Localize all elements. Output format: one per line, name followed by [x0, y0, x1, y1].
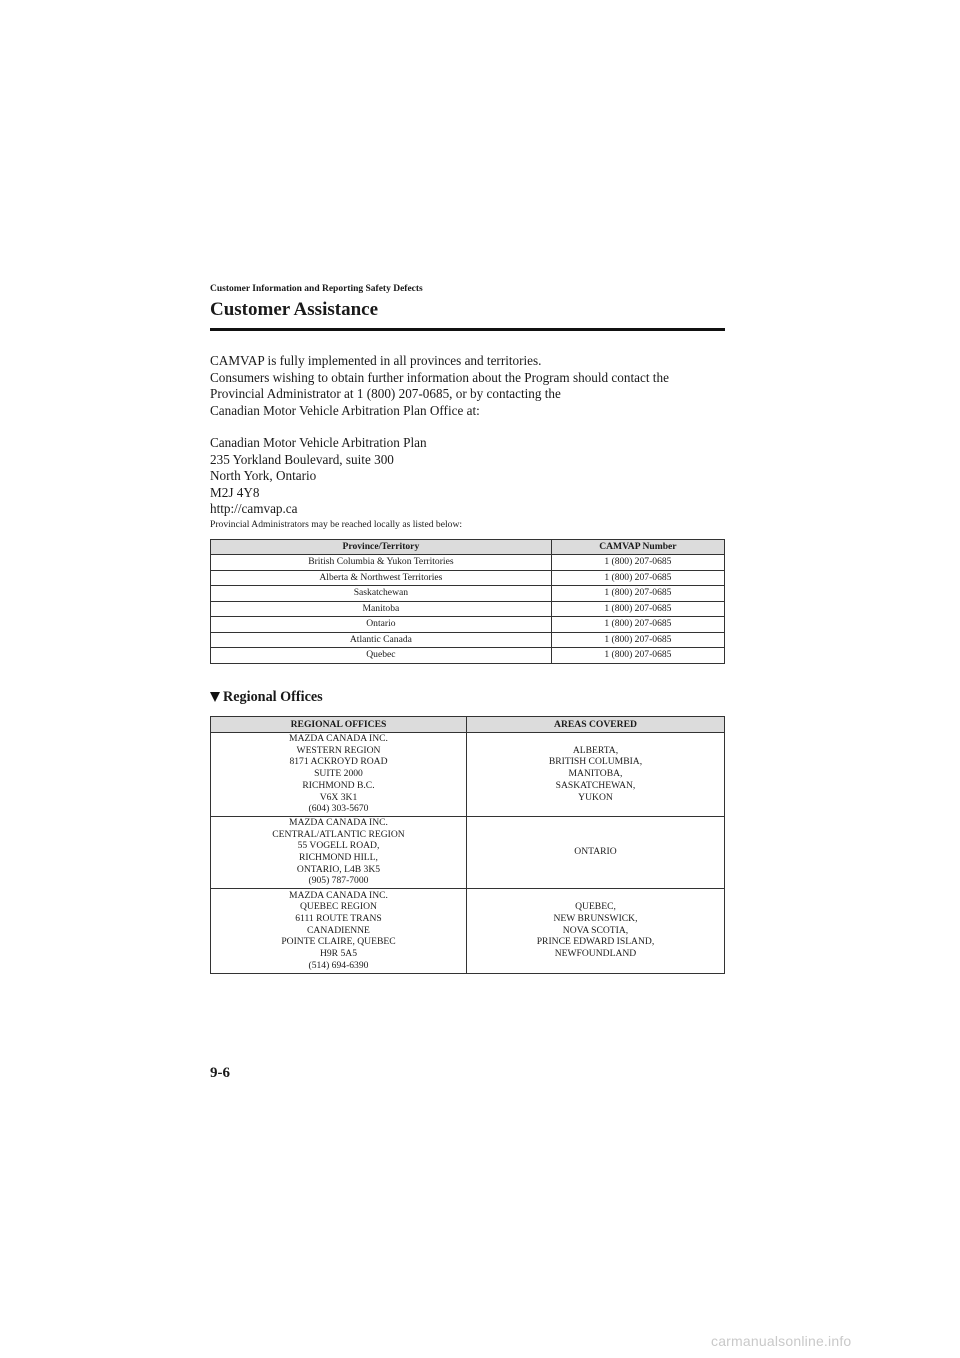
province-cell: Quebec	[211, 648, 552, 664]
office-cell	[211, 816, 467, 888]
areas-cell	[466, 816, 724, 888]
office-line: POINTE CLAIRE, QUEBEC	[281, 936, 396, 948]
table-row	[211, 601, 725, 617]
office-line: 8171 ACKROYD ROAD	[289, 756, 388, 768]
office-phone: (905) 787-7000	[308, 875, 369, 887]
office-phone: (604) 303-5670	[308, 803, 369, 815]
camvap-address	[210, 435, 725, 518]
page-number: 9-6	[210, 1065, 230, 1081]
column-header-number: CAMVAP Number	[551, 539, 724, 555]
intro-line: Provincial Administrator at 1 (800) 207-0685, or by contacting the	[210, 386, 561, 401]
phone-cell: 1 (800) 207-0685	[551, 601, 724, 617]
page-content	[210, 283, 725, 974]
address-line: North York, Ontario	[210, 468, 317, 483]
intro-paragraph	[210, 353, 725, 419]
table-row	[211, 888, 725, 973]
regional-offices-heading	[210, 688, 725, 706]
office-line: 6111 ROUTE TRANS	[295, 912, 382, 924]
table-row	[211, 648, 725, 664]
table-header-row	[211, 539, 725, 555]
phone-cell: 1 (800) 207-0685	[551, 586, 724, 602]
office-line: MAZDA CANADA INC.	[289, 816, 388, 828]
phone-cell: 1 (800) 207-0685	[551, 555, 724, 571]
table-row	[211, 586, 725, 602]
area-line: MANITOBA,	[568, 768, 623, 780]
office-line: SUITE 2000	[314, 768, 363, 780]
areas-cell	[466, 732, 724, 816]
table-row	[211, 632, 725, 648]
regional-offices-table	[210, 716, 725, 974]
column-header-office: REGIONAL OFFICES	[211, 716, 467, 732]
title-divider	[210, 328, 725, 331]
page-title: Customer Assistance	[210, 299, 379, 320]
address-line: M2J 4Y8	[210, 484, 260, 500]
area-line: QUEBEC,	[575, 901, 616, 913]
table-row	[211, 570, 725, 586]
office-phone: (514) 694-6390	[308, 959, 369, 971]
province-note: Provincial Administrators may be reached locally as listed below:	[210, 518, 463, 530]
office-line: V6X 3K1	[319, 791, 358, 803]
table-header-row	[211, 716, 725, 732]
area-line: BRITISH COLUMBIA,	[548, 756, 643, 768]
area-line: ALBERTA,	[572, 744, 619, 756]
phone-cell: 1 (800) 207-0685	[551, 648, 724, 664]
province-cell: British Columbia & Yukon Territories	[211, 555, 552, 571]
website-link[interactable]: http://camvap.ca	[210, 501, 298, 516]
province-table	[210, 539, 725, 664]
column-header-areas: AREAS COVERED	[466, 716, 724, 732]
office-line: MAZDA CANADA INC.	[289, 889, 388, 901]
office-line: H9R 5A5	[319, 948, 357, 960]
areas-cell	[466, 888, 724, 973]
office-line: RICHMOND B.C.	[302, 779, 375, 791]
province-cell: Ontario	[211, 617, 552, 633]
address-line: 235 Yorkland Boulevard, suite 300	[210, 451, 394, 467]
office-line: MAZDA CANADA INC.	[289, 733, 388, 745]
phone-cell: 1 (800) 207-0685	[551, 570, 724, 586]
province-cell: Saskatchewan	[211, 586, 552, 602]
table-row	[211, 816, 725, 888]
office-line: CENTRAL/ATLANTIC REGION	[272, 828, 405, 840]
office-cell	[211, 732, 467, 816]
area-line: NEWFOUNDLAND	[554, 948, 637, 960]
area-line: PRINCE EDWARD ISLAND,	[536, 936, 655, 948]
area-line: NOVA SCOTIA,	[562, 924, 629, 936]
intro-line: Canadian Motor Vehicle Arbitration Plan Office at:	[210, 402, 480, 418]
triangle-down-icon	[210, 692, 220, 702]
office-line: CANADIENNE	[307, 924, 370, 936]
intro-line: Consumers wishing to obtain further information about the Program should contact the	[210, 369, 669, 385]
table-row	[211, 617, 725, 633]
office-line: QUEBEC REGION	[299, 901, 377, 913]
regional-offices-title: Regional Offices	[223, 688, 323, 705]
table-row	[211, 732, 725, 816]
office-line: WESTERN REGION	[296, 744, 381, 756]
office-line: RICHMOND HILL,	[299, 852, 378, 863]
province-cell: Manitoba	[211, 601, 552, 617]
office-line: ONTARIO, L4B 3K5	[296, 863, 381, 875]
address-line: Canadian Motor Vehicle Arbitration Plan	[210, 435, 427, 450]
column-header-province: Province/Territory	[211, 539, 552, 555]
office-line: 55 VOGELL ROAD,	[297, 840, 380, 852]
area-line: NEW BRUNSWICK,	[553, 912, 638, 924]
province-cell: Atlantic Canada	[211, 632, 552, 648]
area-line: ONTARIO	[574, 846, 617, 858]
province-cell: Alberta & Northwest Territories	[211, 570, 552, 586]
area-line: SASKATCHEWAN,	[555, 779, 636, 791]
office-cell	[211, 888, 467, 973]
watermark: carmanualsonline.info	[711, 1333, 852, 1349]
table-row	[211, 555, 725, 571]
section-label: Customer Information and Reporting Safety Defects	[210, 284, 423, 294]
phone-cell: 1 (800) 207-0685	[551, 632, 724, 648]
area-line: YUKON	[578, 791, 613, 803]
phone-cell: 1 (800) 207-0685	[551, 617, 724, 633]
intro-line: CAMVAP is fully implemented in all provinces and territories.	[210, 353, 542, 368]
